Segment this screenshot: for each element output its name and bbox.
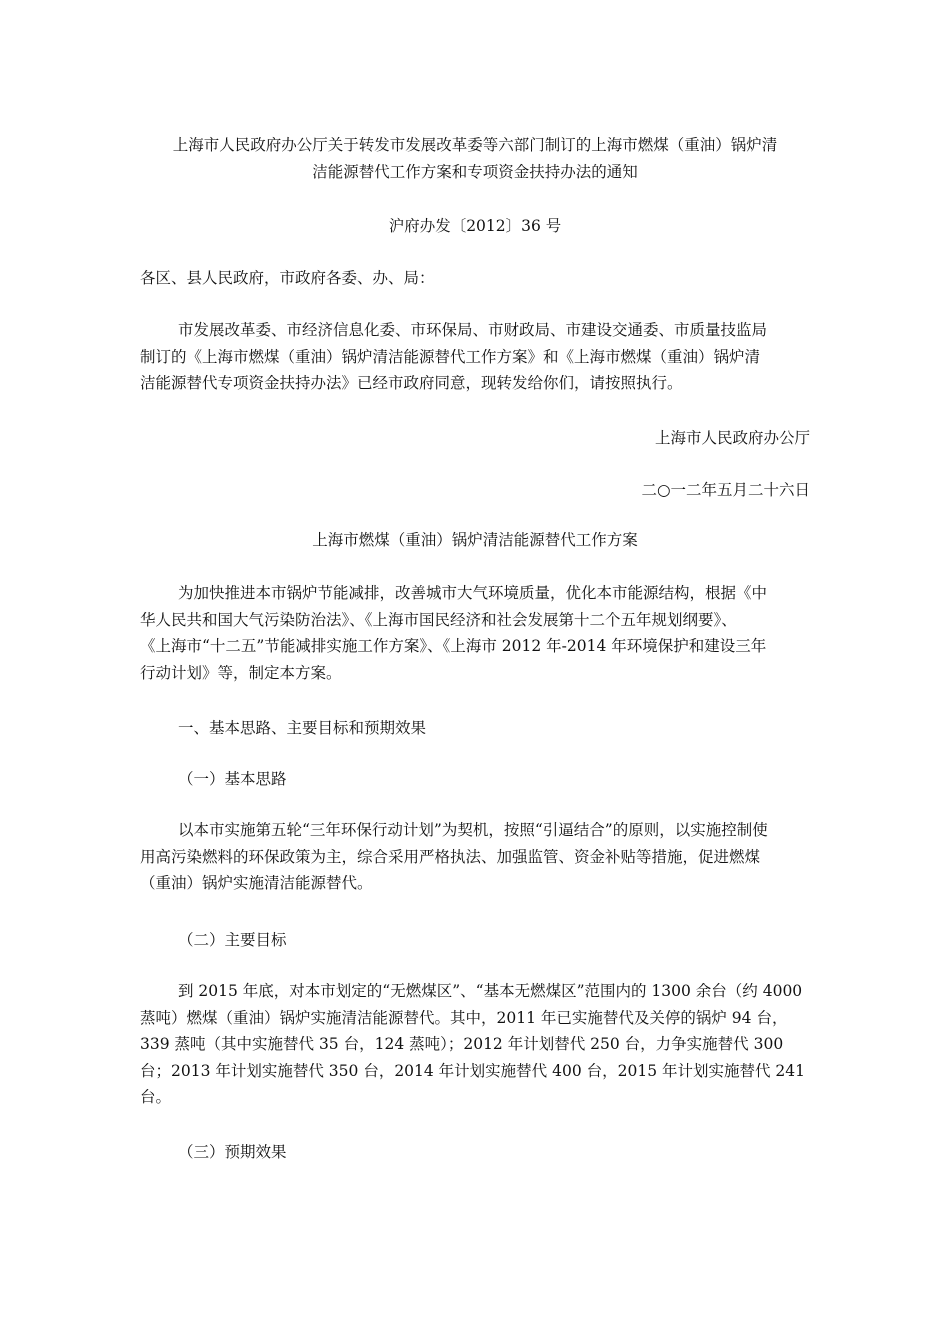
section-1-heading: 一、基本思路、主要目标和预期效果 — [178, 719, 427, 737]
subsection-3-heading: （三）预期效果 — [178, 1143, 287, 1161]
intro-line: 洁能源替代专项资金扶持办法》已经市政府同意，现转发给你们，请按照执行。 — [140, 374, 683, 392]
document-number: 沪府办发〔2012〕36 号 — [388, 217, 562, 235]
subsection-2-line: 到 2015 年底，对本市划定的“无燃煤区”、“基本无燃煤区”范围内的 1300 余台（约 4000 — [178, 982, 803, 1000]
document-title-line-2: 洁能源替代工作方案和专项资金扶持办法的通知 — [312, 163, 638, 181]
plan-title: 上海市燃煤（重油）锅炉清洁能源替代工作方案 — [312, 531, 638, 549]
subsection-1-paragraph — [140, 817, 810, 897]
issuer-signature: 上海市人民政府办公厅 — [654, 429, 810, 447]
document-title-line-1: 上海市人民政府办公厅关于转发市发展改革委等六部门制订的上海市燃煤（重油）锅炉清 — [172, 136, 778, 154]
intro-line: 市发展改革委、市经济信息化委、市环保局、市财政局、市建设交通委、市质量技监局 — [178, 321, 768, 339]
intro-paragraph — [140, 317, 810, 397]
subsection-2-heading: （二）主要目标 — [178, 931, 287, 949]
plan-intro-line: 华人民共和国大气污染防治法》、《上海市国民经济和社会发展第十二个五年规划纲要》、 — [140, 610, 737, 629]
subsection-2-line: 蒸吨）燃煤（重油）锅炉实施清洁能源替代。其中，2011 年已实施替代及关停的锅炉 94 台， — [140, 1008, 788, 1027]
plan-intro-line: 行动计划》等，制定本方案。 — [140, 663, 342, 682]
subsection-1-line: 用高污染燃料的环保政策为主，综合采用严格执法、加强监管、资金补贴等措施，促进燃煤 — [140, 847, 761, 866]
subsection-1-line: 以本市实施第五轮“三年环保行动计划”为契机，按照“引逼结合”的原则，以实施控制使 — [178, 821, 768, 839]
salutation: 各区、县人民政府，市政府各委、办、局： — [140, 269, 435, 287]
subsection-2-paragraph — [140, 978, 810, 1111]
subsection-1-heading: （一）基本思路 — [178, 770, 287, 788]
subsection-2-line: 台；2013 年计划实施替代 350 台，2014 年计划实施替代 400 台，2015 年计划实施替代 241 — [140, 1061, 806, 1080]
intro-line: 制订的《上海市燃煤（重油）锅炉清洁能源替代工作方案》和《上海市燃煤（重油）锅炉清 — [140, 347, 761, 366]
subsection-1-line: （重油）锅炉实施清洁能源替代。 — [140, 874, 373, 892]
plan-intro-line: 《上海市“十二五”节能减排实施工作方案》、《上海市 2012 年-2014 年环境保护和建设三年 — [140, 637, 767, 655]
plan-intro-line: 为加快推进本市锅炉节能减排，改善城市大气环境质量，优化本市能源结构，根据《中 — [178, 584, 768, 602]
subsection-2-line: 台。 — [140, 1088, 172, 1106]
issue-date: 二○一二年五月二十六日 — [641, 481, 810, 499]
plan-intro-paragraph — [140, 580, 810, 686]
subsection-2-line: 339 蒸吨（其中实施替代 35 台，124 蒸吨）；2012 年计划替代 250 台，力争实施替代 300 — [140, 1035, 784, 1053]
